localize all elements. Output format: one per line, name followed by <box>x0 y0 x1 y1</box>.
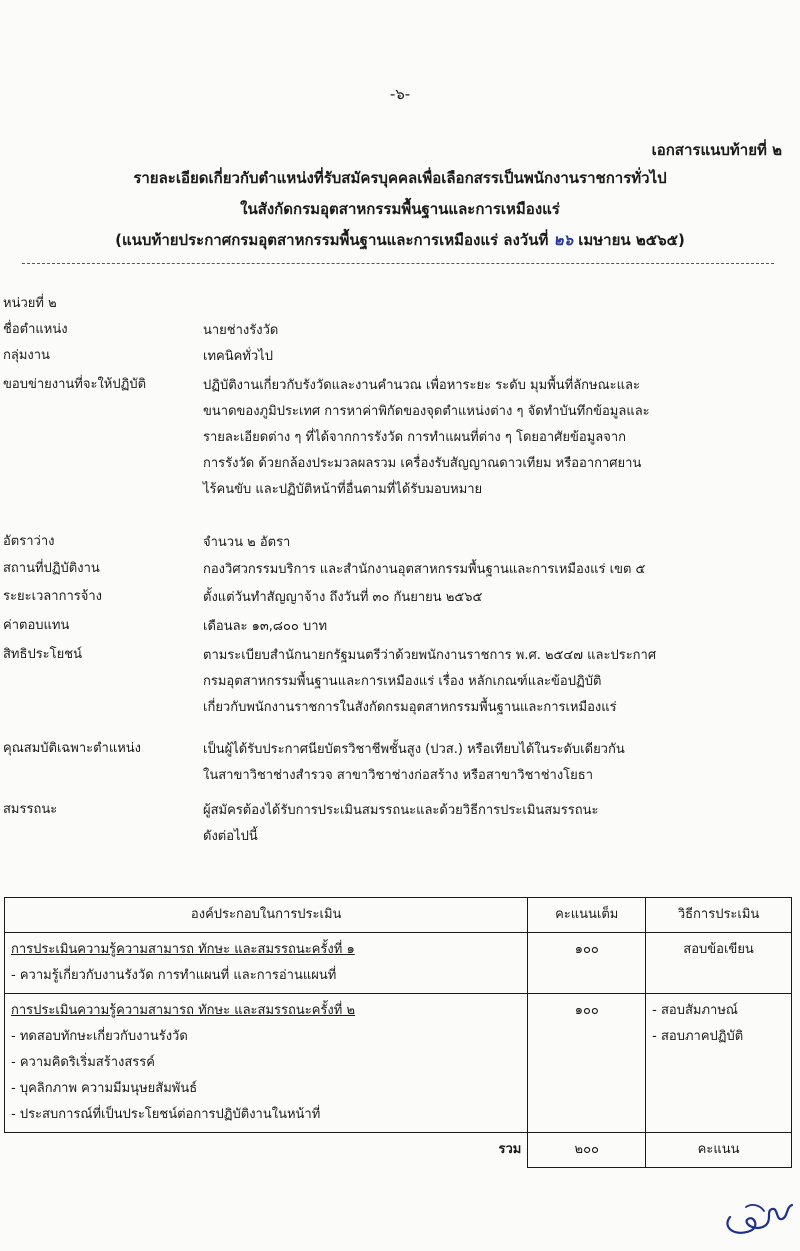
field-value-line: กรมอุตสาหกรรมพื้นฐานและการเหมืองแร่ เรื่อง หลักเกณฑ์และข้อปฏิบัติ <box>203 674 602 689</box>
assessment-table <box>4 897 792 1168</box>
field-value-line: ขนาดของภูมิประเทศ การหาค่าพิกัดของจุดตำแหน่งต่าง ๆ จัดทำบันทึกข้อมูลและ <box>203 404 650 419</box>
field-value-line: ในสาขาวิชาช่างสำรวจ สาขาวิชาช่างก่อสร้าง หรือสาขาวิชาช่างโยธา <box>203 768 594 783</box>
column-header: คะแนนเต็ม <box>528 898 646 933</box>
assessment-item: - บุคลิกภาพ ความมีมนุษยสัมพันธ์ <box>11 1081 198 1096</box>
field-value <box>203 798 791 850</box>
field-value-line: นายช่างรังวัด <box>203 323 279 338</box>
field-label: สมรรถนะ <box>3 802 58 817</box>
table-row <box>5 994 792 1133</box>
handwritten-day: ๒๖ <box>553 231 574 249</box>
assessment-component <box>5 933 528 994</box>
field-value <box>203 737 791 789</box>
assessment-round-title: การประเมินความรู้ความสามารถ ทักษะ และสมรรถนะครั้งที่ ๒ <box>11 1003 356 1018</box>
field-value-line: ตามระเบียบสำนักนายกรัฐมนตรีว่าด้วยพนักงานราชการ พ.ศ. ๒๕๔๗ และประกาศ <box>203 648 657 663</box>
assessment-method <box>646 933 792 994</box>
assessment-item: - ประสบการณ์ที่เป็นประโยชน์ต่อการปฏิบัติงานในหน้าที่ <box>11 1107 321 1122</box>
field-value-line: เดือนละ ๑๓,๘๐๐ บาท <box>203 619 328 634</box>
field-value-line: เกี่ยวกับพนักงานราชการในสังกัดกรมอุตสาหกรรมพื้นฐานและการเหมืองแร่ <box>203 700 617 715</box>
field-value <box>203 643 791 721</box>
assessment-round-title: การประเมินความรู้ความสามารถ ทักษะ และสมรรถนะครั้งที่ ๑ <box>11 942 355 957</box>
full-score: ๑๐๐ <box>528 994 646 1133</box>
field-value <box>203 344 791 370</box>
field-label: ชื่อตำแหน่ง <box>3 322 68 337</box>
field-value-line: ไร้คนขับ และปฏิบัติหน้าที่อื่นตามที่ได้รับมอบหมาย <box>203 482 483 497</box>
field-value-line: ตั้งแต่วันทำสัญญาจ้าง ถึงวันที่ ๓๐ กันยายน ๒๕๖๕ <box>203 590 483 605</box>
assessment-item: - ความคิดริเริ่มสร้างสรรค์ <box>11 1055 155 1070</box>
total-unit: คะแนน <box>646 1133 792 1168</box>
title-suffix: เมษายน ๒๕๖๕) <box>578 231 685 249</box>
column-header: องค์ประกอบในการประเมิน <box>5 898 528 933</box>
method-item: - สอบภาคปฏิบัติ <box>652 1029 744 1044</box>
total-score: ๒๐๐ <box>528 1133 646 1168</box>
full-score: ๑๐๐ <box>528 933 646 994</box>
unit-label: หน่วยที่ ๒ <box>3 296 57 311</box>
field-value-line: ดังต่อไปนี้ <box>203 829 258 844</box>
field-value-line: กองวิศวกรรมบริการ และสำนักงานอุตสาหกรรมพื้นฐานและการเหมืองแร่ เขต ๕ <box>203 562 646 577</box>
document-reference: เอกสารแนบท้ายที่ ๒ <box>651 141 782 159</box>
handwritten-signature <box>720 1193 800 1241</box>
table-header-row <box>5 898 792 933</box>
field-label: สถานที่ปฏิบัติงาน <box>3 561 100 576</box>
field-value-line: การรังวัด ด้วยกล้องประมวลผลรวม เครื่องรับสัญญาณดาวเทียม หรืออากาศยาน <box>203 456 642 471</box>
assessment-item: - ทดสอบทักษะเกี่ยวกับงานรังวัด <box>11 1029 188 1044</box>
total-label: รวม <box>498 1142 522 1157</box>
document-title-line-3 <box>0 228 800 252</box>
document-title-line-1: รายละเอียดเกี่ยวกับตำแหน่งที่รับสมัครบุคคลเพื่อเลือกสรรเป็นพนักงานราชการทั่วไป <box>133 169 667 187</box>
field-value <box>203 614 791 640</box>
field-label: ค่าตอบแทน <box>3 618 70 633</box>
field-label: กลุ่มงาน <box>3 348 50 363</box>
field-value-line: ปฏิบัติงานเกี่ยวกับรังวัดและงานคำนวณ เพื่อหาระยะ ระดับ มุมพื้นที่ลักษณะและ <box>203 378 640 393</box>
field-value <box>203 373 791 503</box>
method-item: - สอบสัมภาษณ์ <box>652 1003 738 1018</box>
table-row <box>5 933 792 994</box>
assessment-item: - ความรู้เกี่ยวกับงานรังวัด การทำแผนที่ และการอ่านแผนที่ <box>11 968 337 983</box>
column-header: วิธีการประเมิน <box>646 898 792 933</box>
total-row <box>5 1133 792 1168</box>
field-label: ขอบข่ายงานที่จะให้ปฏิบัติ <box>3 377 147 392</box>
assessment-component <box>5 994 528 1133</box>
field-value <box>203 530 791 556</box>
field-value <box>203 318 791 344</box>
field-label: สิทธิประโยชน์ <box>3 647 82 662</box>
dashed-divider <box>22 263 774 264</box>
field-label: อัตราว่าง <box>3 534 55 549</box>
field-value-line: เทคนิคทั่วไป <box>203 349 273 364</box>
title-prefix: (แนบท้ายประกาศกรมอุตสาหกรรมพื้นฐานและการเหมืองแร่ ลงวันที่ <box>115 231 549 249</box>
field-value <box>203 585 791 611</box>
document-title-line-2: ในสังกัดกรมอุตสาหกรรมพื้นฐานและการเหมืองแร่ <box>240 200 560 218</box>
field-label: ระยะเวลาการจ้าง <box>3 589 102 604</box>
field-value-line: เป็นผู้ได้รับประกาศนียบัตรวิชาชีพชั้นสูง (ปวส.) หรือเทียบได้ในระดับเดียวกัน <box>203 742 625 757</box>
field-value-line: ผู้สมัครต้องได้รับการประเมินสมรรถนะและด้วยวิธีการประเมินสมรรถนะ <box>203 803 599 818</box>
field-value-line: รายละเอียดต่าง ๆ ที่ได้จากการรังวัด การทำแผนที่ต่าง ๆ โดยอาศัยข้อมูลจาก <box>203 430 627 445</box>
field-label: คุณสมบัติเฉพาะตำแหน่ง <box>3 741 142 756</box>
field-value <box>203 557 791 583</box>
page-number: -๖- <box>389 85 411 103</box>
method-item: สอบข้อเขียน <box>683 942 754 957</box>
field-value-line: จำนวน ๒ อัตรา <box>203 535 291 550</box>
assessment-method <box>646 994 792 1133</box>
